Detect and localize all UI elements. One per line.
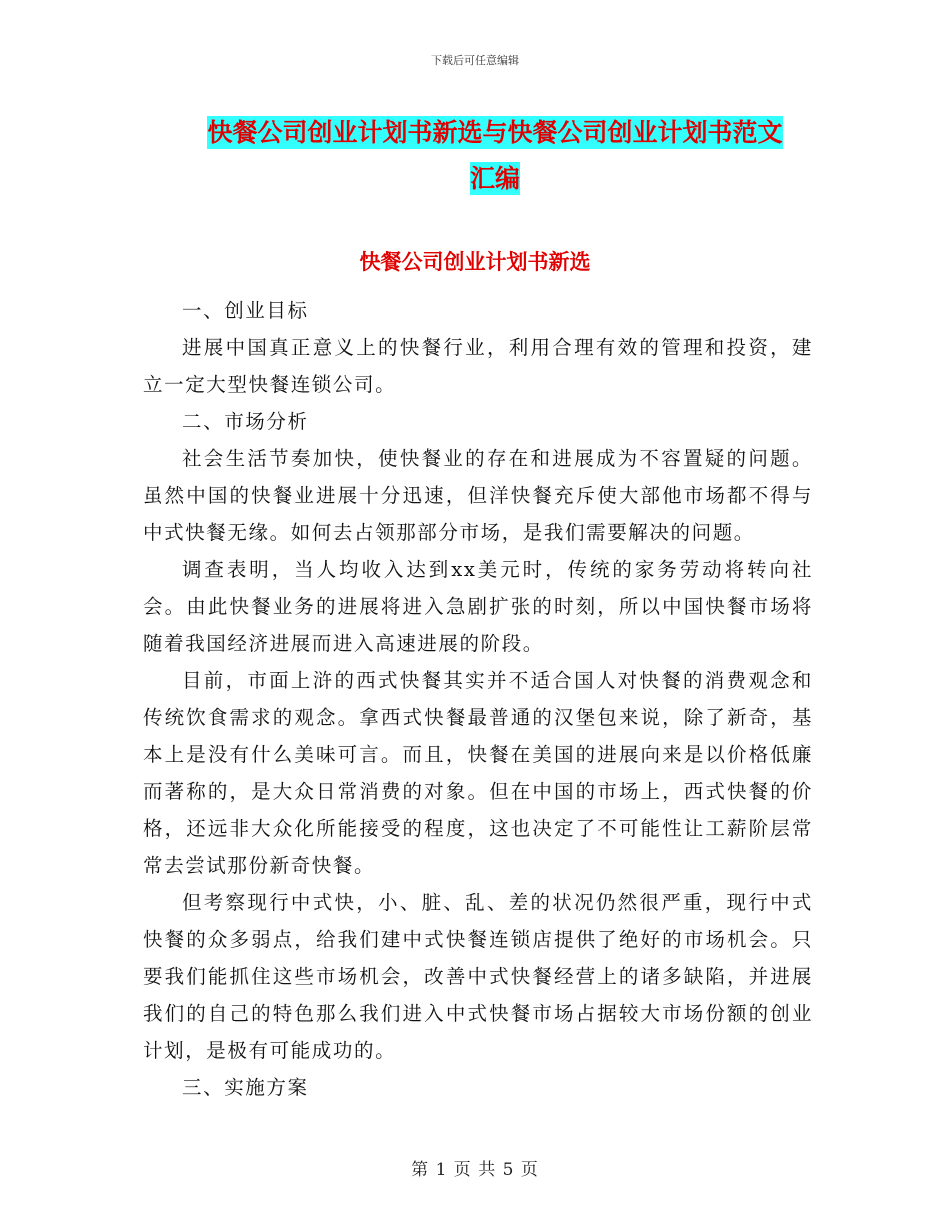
page-header-note: 下载后可任意编辑: [431, 54, 519, 67]
heading-market-analysis: 二、市场分析: [182, 410, 309, 433]
paragraph: 调查表明，当人均收入达到xx美元时，传统的家务劳动将转向社会。由此快餐业务的进展将进入急剧扩张的时刻，所以中国快餐市场将随着我国经济进展而进入高速进展的阶段。: [143, 558, 813, 655]
document-title-line-2: 汇编: [469, 164, 520, 193]
heading-goal: 一、创业目标: [182, 299, 309, 322]
section-title: 快餐公司创业计划书新选: [359, 250, 591, 274]
document-title: [140, 110, 850, 202]
document-title-line-1: 快餐公司创业计划书新选与快餐公司创业计划书范文: [207, 118, 783, 147]
heading-implementation: 三、实施方案: [182, 1076, 309, 1099]
page-number: 第 1 页 共 5 页: [411, 1160, 539, 1180]
paragraph: 进展中国真正意义上的快餐行业，利用合理有效的管理和投资，建立一定大型快餐连锁公司。: [143, 336, 813, 396]
paragraph: 社会生活节奏加快，使快餐业的存在和进展成为不容置疑的问题。虽然中国的快餐业进展十分迅速，但洋快餐充斥使大部他市场都不得与中式快餐无缘。如何去占领那部分市场，是我们需要解决的问题。: [143, 447, 813, 544]
document-body: [143, 292, 813, 1106]
paragraph: 目前，市面上浒的西式快餐其实并不适合国人对快餐的消费观念和传统饮食需求的观念。拿西式快餐最普通的汉堡包来说，除了新奇，基本上是没有什么美味可言。而且，快餐在美国的进展向来是以价格低廉而著称的，是大众日常消费的对象。但在中国的市场上，西式快餐的价格，还远非大众化所能接受的程度，这也决定了不可能性让工薪阶层常常去尝试那份新奇快餐。: [143, 669, 813, 877]
paragraph: 但考察现行中式快，小、脏、乱、差的状况仍然很严重，现行中式快餐的众多弱点，给我们建中式快餐连锁店提供了绝好的市场机会。只要我们能抓住这些市场机会，改善中式快餐经营上的诸多缺陷，并进展我们的自己的特色那么我们进入中式快餐市场占据较大市场份额的创业计划，是极有可能成功的。: [143, 891, 813, 1062]
